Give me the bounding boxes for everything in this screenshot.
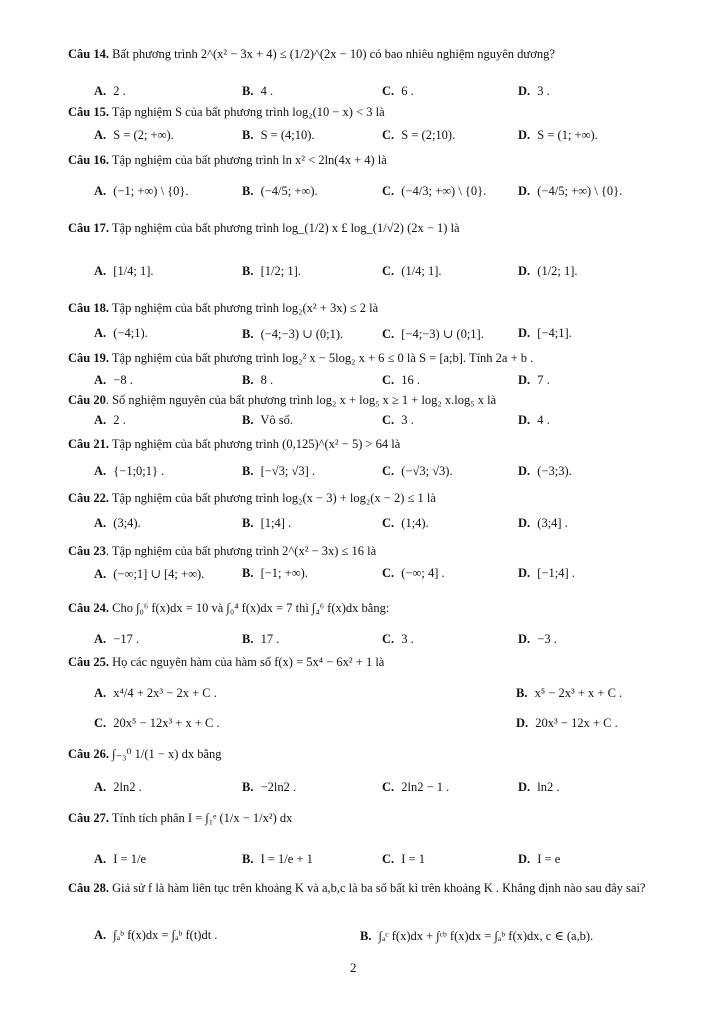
options-21 xyxy=(94,464,694,482)
question-label: Câu 22. xyxy=(68,491,109,505)
option-b[interactable]: B. [1;4] . xyxy=(242,516,292,530)
question-text: Tính tích phân I = ∫₁ᵉ (1/x − 1/x²) dx xyxy=(111,811,293,825)
option-a[interactable]: A. −8 . xyxy=(94,373,133,387)
question-label: Câu 18. xyxy=(68,301,109,315)
option-b[interactable]: B. −2ln2 . xyxy=(242,780,297,794)
question-21 xyxy=(68,436,678,452)
option-b[interactable]: B. x⁵ − 2x³ + x + C . xyxy=(516,686,623,700)
option-d[interactable]: D. 7 . xyxy=(518,373,550,387)
question-14 xyxy=(68,46,678,62)
option-b[interactable]: B. 8 . xyxy=(242,373,274,387)
option-d[interactable]: D. −3 . xyxy=(518,632,557,646)
option-d[interactable]: D. [−1;4] . xyxy=(518,566,575,580)
question-text: Họ các nguyên hàm của hàm số f(x) = 5x⁴ − 6x² + 1 là xyxy=(112,655,385,669)
option-d[interactable]: D. S = (1; +∞). xyxy=(518,128,598,142)
question-text: Tập nghiệm của bất phương trình log_(1/2) x £ log_(1/√2) (2x − 1) là xyxy=(111,221,460,235)
page-number: 2 xyxy=(350,960,357,975)
option-b[interactable]: B. (−4/5; +∞). xyxy=(242,184,318,198)
question-23 xyxy=(68,543,678,559)
question-text: Tập nghiệm của bất phương trình log₂(x − 3) + log₂(x − 2) ≤ 1 là xyxy=(111,491,436,505)
option-a[interactable]: A. S = (2; +∞). xyxy=(94,128,174,142)
option-b[interactable]: B. [−1; +∞). xyxy=(242,566,308,580)
option-b[interactable]: B. Vô số. xyxy=(242,413,294,427)
options-25-row2 xyxy=(94,716,694,734)
options-26 xyxy=(94,780,694,798)
option-c[interactable]: C. 6 . xyxy=(382,84,414,98)
option-c[interactable]: C. 16 . xyxy=(382,373,421,387)
options-27 xyxy=(94,852,694,870)
option-c[interactable]: C. 3 . xyxy=(382,632,414,646)
question-label: Câu 26. xyxy=(68,747,109,761)
option-c[interactable]: C. I = 1 xyxy=(382,852,425,866)
question-18 xyxy=(68,300,678,316)
question-label: Câu 27. xyxy=(68,811,109,825)
option-d[interactable]: D. (−3;3). xyxy=(518,464,572,478)
option-a[interactable]: A. 2ln2 . xyxy=(94,780,142,794)
question-20 xyxy=(68,392,678,408)
options-20 xyxy=(94,413,694,431)
option-b[interactable]: B. [1/2; 1]. xyxy=(242,264,301,278)
option-a[interactable]: A. (−1; +∞) \ {0}. xyxy=(94,184,189,198)
question-15 xyxy=(68,104,678,120)
option-c[interactable]: C. 3 . xyxy=(382,413,414,427)
option-c[interactable]: C. (−4/3; +∞) \ {0}. xyxy=(382,184,487,198)
option-a[interactable]: A. 2 . xyxy=(94,413,126,427)
question-27 xyxy=(68,810,678,826)
question-label: Câu 25. xyxy=(68,655,109,669)
option-c[interactable]: C. 20x⁵ − 12x³ + x + C . xyxy=(94,716,220,730)
question-label: Câu 17. xyxy=(68,221,109,235)
option-a[interactable]: A. ∫ₐᵇ f(x)dx = ∫ₐᵇ f(t)dt . xyxy=(94,928,218,942)
option-a[interactable]: A. x⁴/4 + 2x³ − 2x + C . xyxy=(94,686,217,700)
option-c[interactable]: C. (−√3; √3). xyxy=(382,464,453,478)
option-a[interactable]: A. −17 . xyxy=(94,632,140,646)
option-a[interactable]: A. {−1;0;1} . xyxy=(94,464,165,478)
question-label: Câu 24. xyxy=(68,601,109,615)
question-text: Tập nghiệm của bất phương trình log₂(x² + 3x) ≤ 2 là xyxy=(111,301,379,315)
question-label: Câu 28. xyxy=(68,881,109,895)
option-a[interactable]: A. [1/4; 1]. xyxy=(94,264,154,278)
question-text: . Số nghiệm nguyên của bất phương trình log₂ x + log₅ x ≥ 1 + log₂ x.log₅ x là xyxy=(105,393,497,407)
option-c[interactable]: C. [−4;−3) ∪ (0;1]. xyxy=(382,327,484,341)
options-25-row1 xyxy=(94,686,694,704)
question-label: Câu 15. xyxy=(68,105,109,119)
option-a[interactable]: A. I = 1/e xyxy=(94,852,147,866)
option-b[interactable]: B. 17 . xyxy=(242,632,280,646)
question-label: Câu 23 xyxy=(68,544,106,558)
options-19 xyxy=(94,373,694,391)
option-c[interactable]: C. (1/4; 1]. xyxy=(382,264,442,278)
options-24 xyxy=(94,632,694,650)
option-d[interactable]: D. (−4/5; +∞) \ {0}. xyxy=(518,184,623,198)
question-22 xyxy=(68,490,678,506)
option-d[interactable]: D. I = e xyxy=(518,852,561,866)
options-16 xyxy=(94,184,694,202)
option-a[interactable]: A. (−4;1). xyxy=(94,326,148,340)
question-text: ∫₋₃⁰ 1/(1 − x) dx bằng xyxy=(112,747,222,761)
question-text: Tập nghiệm của bất phương trình ln x² < 2ln(4x + 4) là xyxy=(111,153,387,167)
question-text: Giả sử f là hàm liên tục trên khoảng K và a,b,c là ba số bất kì trên khoảng K . Khẳng định nào sau đây sai? xyxy=(112,881,646,895)
question-26 xyxy=(68,746,678,762)
question-text: Bất phương trình 2^(x² − 3x + 4) ≤ (1/2)^(2x − 10) có bao nhiêu nghiệm nguyên dương? xyxy=(112,47,555,61)
question-label: Câu 14. xyxy=(68,47,109,61)
question-16 xyxy=(68,152,678,168)
option-c[interactable]: C. (1;4). xyxy=(382,516,429,530)
options-28 xyxy=(94,928,694,946)
question-17 xyxy=(68,220,678,236)
option-b[interactable]: B. (−4;−3) ∪ (0;1). xyxy=(242,327,344,341)
question-19 xyxy=(68,350,678,366)
option-c[interactable]: C. (−∞; 4] . xyxy=(382,566,445,580)
question-text: Tập nghiệm của bất phương trình (0,125)^(x² − 5) > 64 là xyxy=(111,437,401,451)
option-b[interactable]: B. [−√3; √3] . xyxy=(242,464,316,478)
option-a[interactable]: A. 2 . xyxy=(94,84,126,98)
option-c[interactable]: C. 2ln2 − 1 . xyxy=(382,780,450,794)
option-b[interactable]: B. 4 . xyxy=(242,84,274,98)
question-text: Tập nghiệm S của bất phương trình log₂(10 − x) < 3 là xyxy=(111,105,385,119)
options-22 xyxy=(94,516,694,534)
option-d[interactable]: D. [−4;1]. xyxy=(518,326,572,340)
question-label: Câu 20 xyxy=(68,393,106,407)
option-b[interactable]: B. ∫ₐᶜ f(x)dx + ∫ᶜᵇ f(x)dx = ∫ₐᵇ f(x)dx, c ∈ (a,b). xyxy=(360,929,594,943)
option-d[interactable]: D. 20x³ − 12x + C . xyxy=(516,716,618,730)
option-c[interactable]: C. S = (2;10). xyxy=(382,128,456,142)
option-a[interactable]: A. (3;4). xyxy=(94,516,141,530)
option-d[interactable]: D. 4 . xyxy=(518,413,550,427)
question-24 xyxy=(68,600,678,616)
option-d[interactable]: D. (1/2; 1]. xyxy=(518,264,578,278)
question-25 xyxy=(68,654,678,670)
option-b[interactable]: B. I = 1/e + 1 xyxy=(242,852,313,866)
question-text: Tập nghiệm của bất phương trình log₂² x − 5log₂ x + 6 ≤ 0 là S = [a;b]. Tính 2a + b . xyxy=(111,351,534,365)
option-b[interactable]: B. S = (4;10). xyxy=(242,128,315,142)
options-17 xyxy=(94,264,694,282)
question-label: Câu 19. xyxy=(68,351,109,365)
option-d[interactable]: D. 3 . xyxy=(518,84,550,98)
options-23 xyxy=(94,566,694,584)
option-a[interactable]: A. (−∞;1] ∪ [4; +∞). xyxy=(94,567,205,581)
options-18 xyxy=(94,326,694,344)
question-label: Câu 16. xyxy=(68,153,109,167)
options-14 xyxy=(94,84,694,102)
question-label: Câu 21. xyxy=(68,437,109,451)
option-d[interactable]: D. (3;4] . xyxy=(518,516,568,530)
question-text: Cho ∫₀⁶ f(x)dx = 10 và ∫₀⁴ f(x)dx = 7 thì ∫₄⁶ f(x)dx bằng: xyxy=(112,601,390,615)
option-d[interactable]: D. ln2 . xyxy=(518,780,560,794)
options-15 xyxy=(94,128,694,146)
question-text: . Tập nghiệm của bất phương trình 2^(x² − 3x) ≤ 16 là xyxy=(105,544,377,558)
question-28 xyxy=(68,880,678,896)
